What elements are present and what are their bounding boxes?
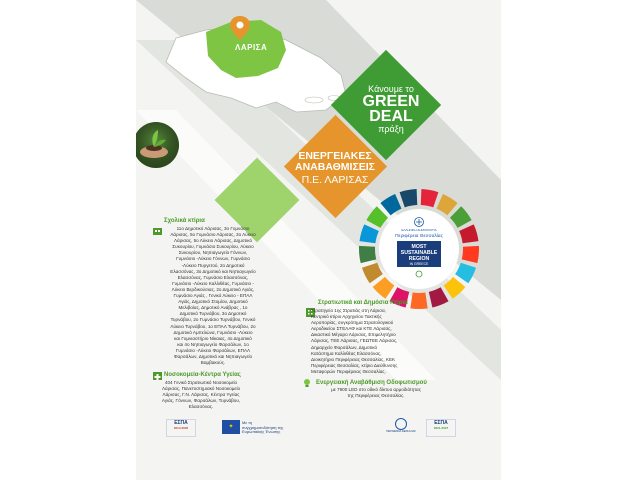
- schools-line: Ελασσόνας, 3ο Δημοτικό και Νηπιαγωγείο: [170, 268, 256, 274]
- military-line: Αεροπορίας, συγκρότημα Στρατολογικού: [311, 320, 394, 326]
- schools-line: Αγιάς, Δημοτικό Στομίου, Δημοτικό: [178, 299, 248, 305]
- sdg-wheel-graphic: [356, 186, 482, 312]
- military-list: [311, 308, 431, 375]
- hospitals-line: Αγιάς, Γόννων, Φαρσάλων, Τυρνάβου,: [161, 398, 241, 404]
- schools-line: Γυμνάσιο Αγιάς , Γενικό Λύκειο - ΕΠΑΛ: [173, 293, 253, 299]
- sdg-goal-segment: [380, 194, 401, 215]
- military-title: Στρατιωτικά και Δημόσια Κτίρια: [318, 300, 408, 306]
- upgrades-line2: ΑΝΑΒΑΘΜΙΣΕΙΣ: [295, 161, 375, 173]
- headline-line3: DEAL: [369, 108, 413, 125]
- sdg-goal-segment: [459, 224, 478, 243]
- schools-line: Λάρισας, 5ο Γυμνάσιο Λάρισας, 3ο Λύκειο: [170, 232, 256, 238]
- sdg-badge-line2: SUSTAINABLE: [400, 250, 438, 256]
- sdg-goal-segment: [450, 206, 472, 228]
- schools-line: Γυμνάσιο -Λύκειο Καλλιθέας, Γυμνάσιο -: [172, 280, 254, 286]
- sdg-badge-line1: MOST: [411, 244, 427, 250]
- sdg-goal-segment: [400, 189, 418, 207]
- military-line: Δημαρχείο Φαρσάλων, Δημοτικό: [311, 344, 378, 350]
- schools-line: Συκουρίου, Γυμνάσιο Συκουρίου, Λύκειο: [172, 244, 254, 250]
- military-line: Στρατηγείο 1ης Στρατιάς στη Λάρισα,: [311, 308, 386, 313]
- lighting-line: με 7900 LED στο οδικό δίκτυο αρμοδιότητας: [331, 387, 421, 392]
- sdg-goal-segment: [359, 246, 376, 263]
- sdg-goal-segment: [444, 277, 466, 299]
- military-line: Λάρισας, ΤΕΕ Λάρισας, ΓΕΩΤΕΕ Λάρισας,: [311, 338, 398, 344]
- military-line: Δικαστικό Μέγαρο Λάρισας, Επιμελητήριο: [311, 332, 396, 338]
- espa-right-sub: 2021-2027: [433, 426, 449, 430]
- headline-line2: GREEN: [362, 93, 420, 110]
- sdg-goal-segment: [366, 206, 388, 228]
- region-logo: [386, 418, 416, 433]
- upgrades-line3: Π.Ε. ΛΑΡΙΣΑΣ: [301, 174, 369, 186]
- schools-line: Γυμνάσιο -Λύκειο Γόννων, Γυμνάσιο: [176, 256, 250, 262]
- hospitals-line: Λάρισας, Πανεπιστημιακό Νοσοκομείο: [161, 386, 241, 392]
- sdg-goal-segment: [462, 246, 479, 263]
- sdg-goal-segment: [360, 224, 379, 243]
- eu-flag-icon: ✦: [222, 420, 240, 434]
- lighting-line: της Περιφέρειας Θεσσαλίας.: [347, 393, 405, 399]
- hospitals-line: 404 Γενικό Στρατιωτικό Νοσοκομείο: [164, 380, 238, 385]
- schools-line: Γυμνάσιο -Λύκειο Φαρσάλων, ΕΠΑΛ: [175, 347, 251, 353]
- larisa-map-label: ΛΑΡΙΣΑ: [231, 42, 271, 53]
- hospitals-line: Ελασσόνας.: [188, 404, 214, 410]
- hospitals-line: Λάρισας, Γ.Ν. Λάρισας, Κέντρα Υγείας: [162, 392, 240, 398]
- schools-line: και 4ο Νηπιαγωγείο Φαρσάλων, 1ο: [177, 341, 249, 347]
- island-1: [305, 97, 323, 103]
- greece-emblem-icon: [415, 218, 424, 227]
- schools-line: Λύκειο Τυρνάβου, 1ο ΕΠΑΛ Τυρνάβου, 2ο: [170, 323, 256, 329]
- green-deal-headline: [336, 84, 446, 134]
- poster: [136, 0, 501, 480]
- military-line: Μεταφορών Περιφέρειας Θεσσαλίας.: [311, 368, 386, 374]
- region-emblem-icon: [395, 418, 407, 430]
- espa-right-text: ΕΣΠΑ: [434, 420, 448, 426]
- sdg-goal-segment: [455, 263, 476, 283]
- sdg-org-line2: Περιφέρεια Θεσσαλίας: [395, 234, 443, 239]
- lightbulb-icon: [304, 379, 310, 387]
- sdg-wheel: [356, 186, 482, 312]
- hospitals-title: Νοσοκομεία-Κέντρα Υγείας: [164, 372, 241, 378]
- lighting-text: [311, 387, 441, 399]
- schools-line: Δημοτικό Τυρνάβου, 3ο Δημοτικό: [179, 311, 247, 317]
- region-logo-text: ΠΕΡΙΦΕΡΕΙΑ ΘΕΣΣΑΛΙΑΣ: [386, 430, 416, 433]
- hospital-icon: [153, 372, 162, 380]
- sdg-goal-segment: [373, 277, 395, 299]
- schools-line: Βαμβακούς.: [200, 360, 226, 366]
- sdg-org-line1: ΕΛΛΗΝΙΚΗ ΔΗΜΟΚΡΑΤΙΑ: [401, 228, 437, 232]
- schools-line: Τυρνάβου, 2ο Γυμνάσιο Τυρνάβου, Γενικό: [170, 317, 256, 323]
- schools-line: Φαρσάλων, Δημοτικό και Νηπιαγωγείο: [173, 353, 253, 359]
- footer-logos: [136, 416, 501, 446]
- schools-line: -Λύκειο Πυργετού, 2ο Δημοτικό: [181, 262, 245, 268]
- sdg-badge-line3: REGION: [408, 256, 430, 262]
- military-line: Αεροδικείου ΣΤΕΛΑΦ και ΚΤΕ Λάρισας,: [311, 326, 392, 332]
- upgrades-line1: ΕΝΕΡΓΕΙΑΚΕΣ: [298, 150, 372, 162]
- sdg-goal-segment: [362, 263, 383, 283]
- schools-line: Μελιβοίας, Δημοτικό Ανάβρας , 1ο: [178, 305, 248, 311]
- sdg-goal-segment: [421, 189, 439, 207]
- schools-line: Δημοτικό Αμπελώνα, Γυμνάσιο -Λύκειο: [173, 329, 253, 335]
- espa-left-text: ΕΣΠΑ: [174, 420, 188, 426]
- espa-2014-logo: [166, 419, 196, 437]
- military-line: Κατάστημα Καλλιθέας Ελασσόνας,: [311, 350, 382, 356]
- headline-line1: Κάνουμε το: [368, 84, 414, 94]
- schools-line: Λύκειο Βερδικούσιας, 2ο Δημοτικό Αγιάς,: [171, 286, 255, 292]
- espa-2021-logo: [426, 419, 456, 437]
- schools-line: Λάρισας, 5ο Λύκειο Λάρισας, Δημοτικό: [173, 238, 253, 244]
- energy-upgrades-title: [280, 151, 390, 186]
- sdg-goal-segment: [410, 293, 427, 309]
- schools-line: και Γυμνιαστήριο Νίκαιας, 4ο Δημοτικό: [174, 335, 252, 341]
- schools-list: [158, 226, 268, 366]
- schools-line: Ελασσόνας, Γυμνάσιο Ελασσόνας,: [177, 274, 249, 280]
- military-line: Κεντρικό κτίριο Αρχηγείου Τακτικής: [311, 314, 382, 320]
- headline-line4: πράξη: [378, 124, 404, 134]
- lighting-title: Ενεργειακή Αναβάθμιση Οδοφωτισμού: [316, 380, 427, 386]
- schools-line: Συκουρίου, Νηπιαγωγείο Γόννων,: [178, 250, 248, 256]
- schools-line: 11ο Δημοτικό Λάρισας, 3ο Γυμνάσιο: [176, 226, 250, 231]
- espa-left-sub: 2014-2020: [173, 426, 189, 430]
- sdg-goal-segment: [429, 287, 449, 307]
- sdg-badge-line4: IN GREECE: [409, 262, 429, 266]
- hospitals-list: [146, 380, 256, 410]
- eu-cofunding-label: Με τη συγχρηματοδότηση της Ευρωπαϊκής Ένωσης: [242, 420, 284, 434]
- military-line: Διοικητήριο Περιφέρειας Θεσσαλίας, ΚΕΚ: [311, 356, 396, 362]
- schools-title: Σχολικά κτίρια: [164, 218, 205, 224]
- military-line: Περιφέρειας Θεσσαλίας, κτίριο Διεύθυνσης: [311, 362, 398, 368]
- sdg-goal-segment: [437, 194, 458, 215]
